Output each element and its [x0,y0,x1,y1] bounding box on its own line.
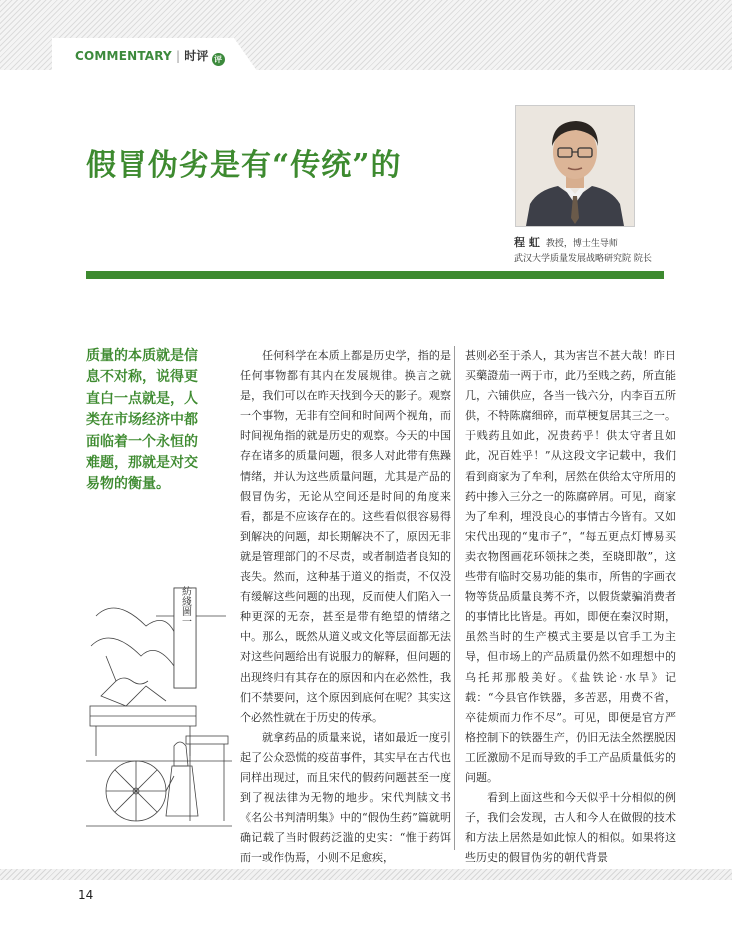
title-divider-bar [86,271,664,279]
spinning-wheel-drawing [86,586,232,836]
header-band [0,0,732,78]
footer-stripe [0,869,732,880]
portrait-image [516,106,634,226]
col1-paragraph-1: 任何科学在本质上都是历史学，指的是任何事物都有其内在发展规律。换言之就是，我们可以在昨天找到今天的影子。观察一个事物，无非有空间和时间两个视角，而时间视角指的就是历史的观察。今天的中国存在诸多的质量问题，很多人对此带有焦躁情绪，并认为这些质量问题，尤其是产品的假冒伪劣，无论从空间还是时间的角度来看，都是不应该存在的。这些看似很容易得到解决的问题，却长期解决不了，原因无非就是管理部门的不尽责，或者制造者良知的丧失。然而，这种基于道义的指责，不仅没有缓解这些问题的出现，反而使人们陷入一种更深的无奈，甚至是带有绝望的情绪之中。那么，既然从道义或文化等层面都无法对这些问题给出有说服力的解释，但问题的出现终归有其存在的原因和内在必然性，我们不禁要问，这个原因到底何在呢？其实这个必然性就在于历史的传承。 [240,349,451,724]
section-label [75,47,225,66]
section-label-cn: 时评 [184,49,209,63]
column-divider [454,346,455,850]
pull-quote: 质量的本质就是信息不对称，说得更直白一点就是，人类在市场经济中都面临着一个永恒的难题，那就是对交易物的衡量。 [86,348,198,493]
illustration-caption: 紡綫圖一 [179,586,191,626]
section-separator: | [175,49,181,63]
section-badge-icon: 评 [212,53,225,66]
page-number: 14 [78,888,94,902]
article-column-1 [240,346,451,868]
spinning-wheel-illustration [86,586,232,836]
author-affiliation: 武汉大学质量发展战略研究院 院长 [514,254,652,264]
author-info [514,235,652,267]
col2-paragraph-2: 看到上面这些和今天似乎十分相似的例子，我们会发现，古人和今人在做假的技术和方法上居然是如此惊人的相似。如果将这些历史的假冒伪劣的朝代背景 [465,791,676,865]
article-column-2 [465,346,676,868]
article-title: 假冒伪劣是有“传统”的 [86,148,402,183]
author-portrait [515,105,635,227]
col2-paragraph-1: 甚则必至于杀人，其为害岂不甚大哉！昨日买藥證茄一两于市，此乃至贱之药，所直能几，六铺供应，各当一钱六分，内李百五所供，不特陈腐细碎，而草梗复居其三之一。于贱药且如此，况贵药乎！供太守者且如此，况百姓乎！”从这段文字记载中，我们看到商家为了牟利，居然在供给太守所用的药中掺入三分之一的陈腐碎屑。可见，商家为了牟利，埋没良心的事情古今皆有。又如宋代出现的“鬼市子”，“每五更点灯博易买卖衣物图画花环领抹之类，至晓即散”，这些带有临时交易功能的集市，所售的字画衣物等货品质量良莠不齐，以假货蒙骗消费者的事情比比皆是。再如，即便在秦汉时期，虽然当时的生产模式主要是以官手工为主导，但市场上的产品质量仍然不如理想中的乌托邦那般美好。《盐铁论·水旱》记载：“今县官作铁器，多苦恶，用费不省，卒徒烦而力作不尽”。可见，即便是官方严格控制下的铁器生产，仍旧无法全然摆脱因工匠激励不足而导致的手工产品质量低劣的问题。 [465,349,676,784]
col1-paragraph-2: 就拿药品的质量来说，诸如最近一度引起了公众恐慌的疫苗事件，其实早在古代也同样出现过，而且宋代的假药问题甚至一度到了视法律为无物的地步。宋代判牍文书《名公书判清明集》中的“假伪生药”篇就明确记载了当时假药泛滥的史实：“惟于药饵而一或作伪焉，小则不足愈疾， [240,730,451,865]
section-label-en: COMMENTARY [75,49,172,63]
author-title: 教授，博士生导师 [545,239,618,249]
author-name: 程 虹 [514,236,540,249]
